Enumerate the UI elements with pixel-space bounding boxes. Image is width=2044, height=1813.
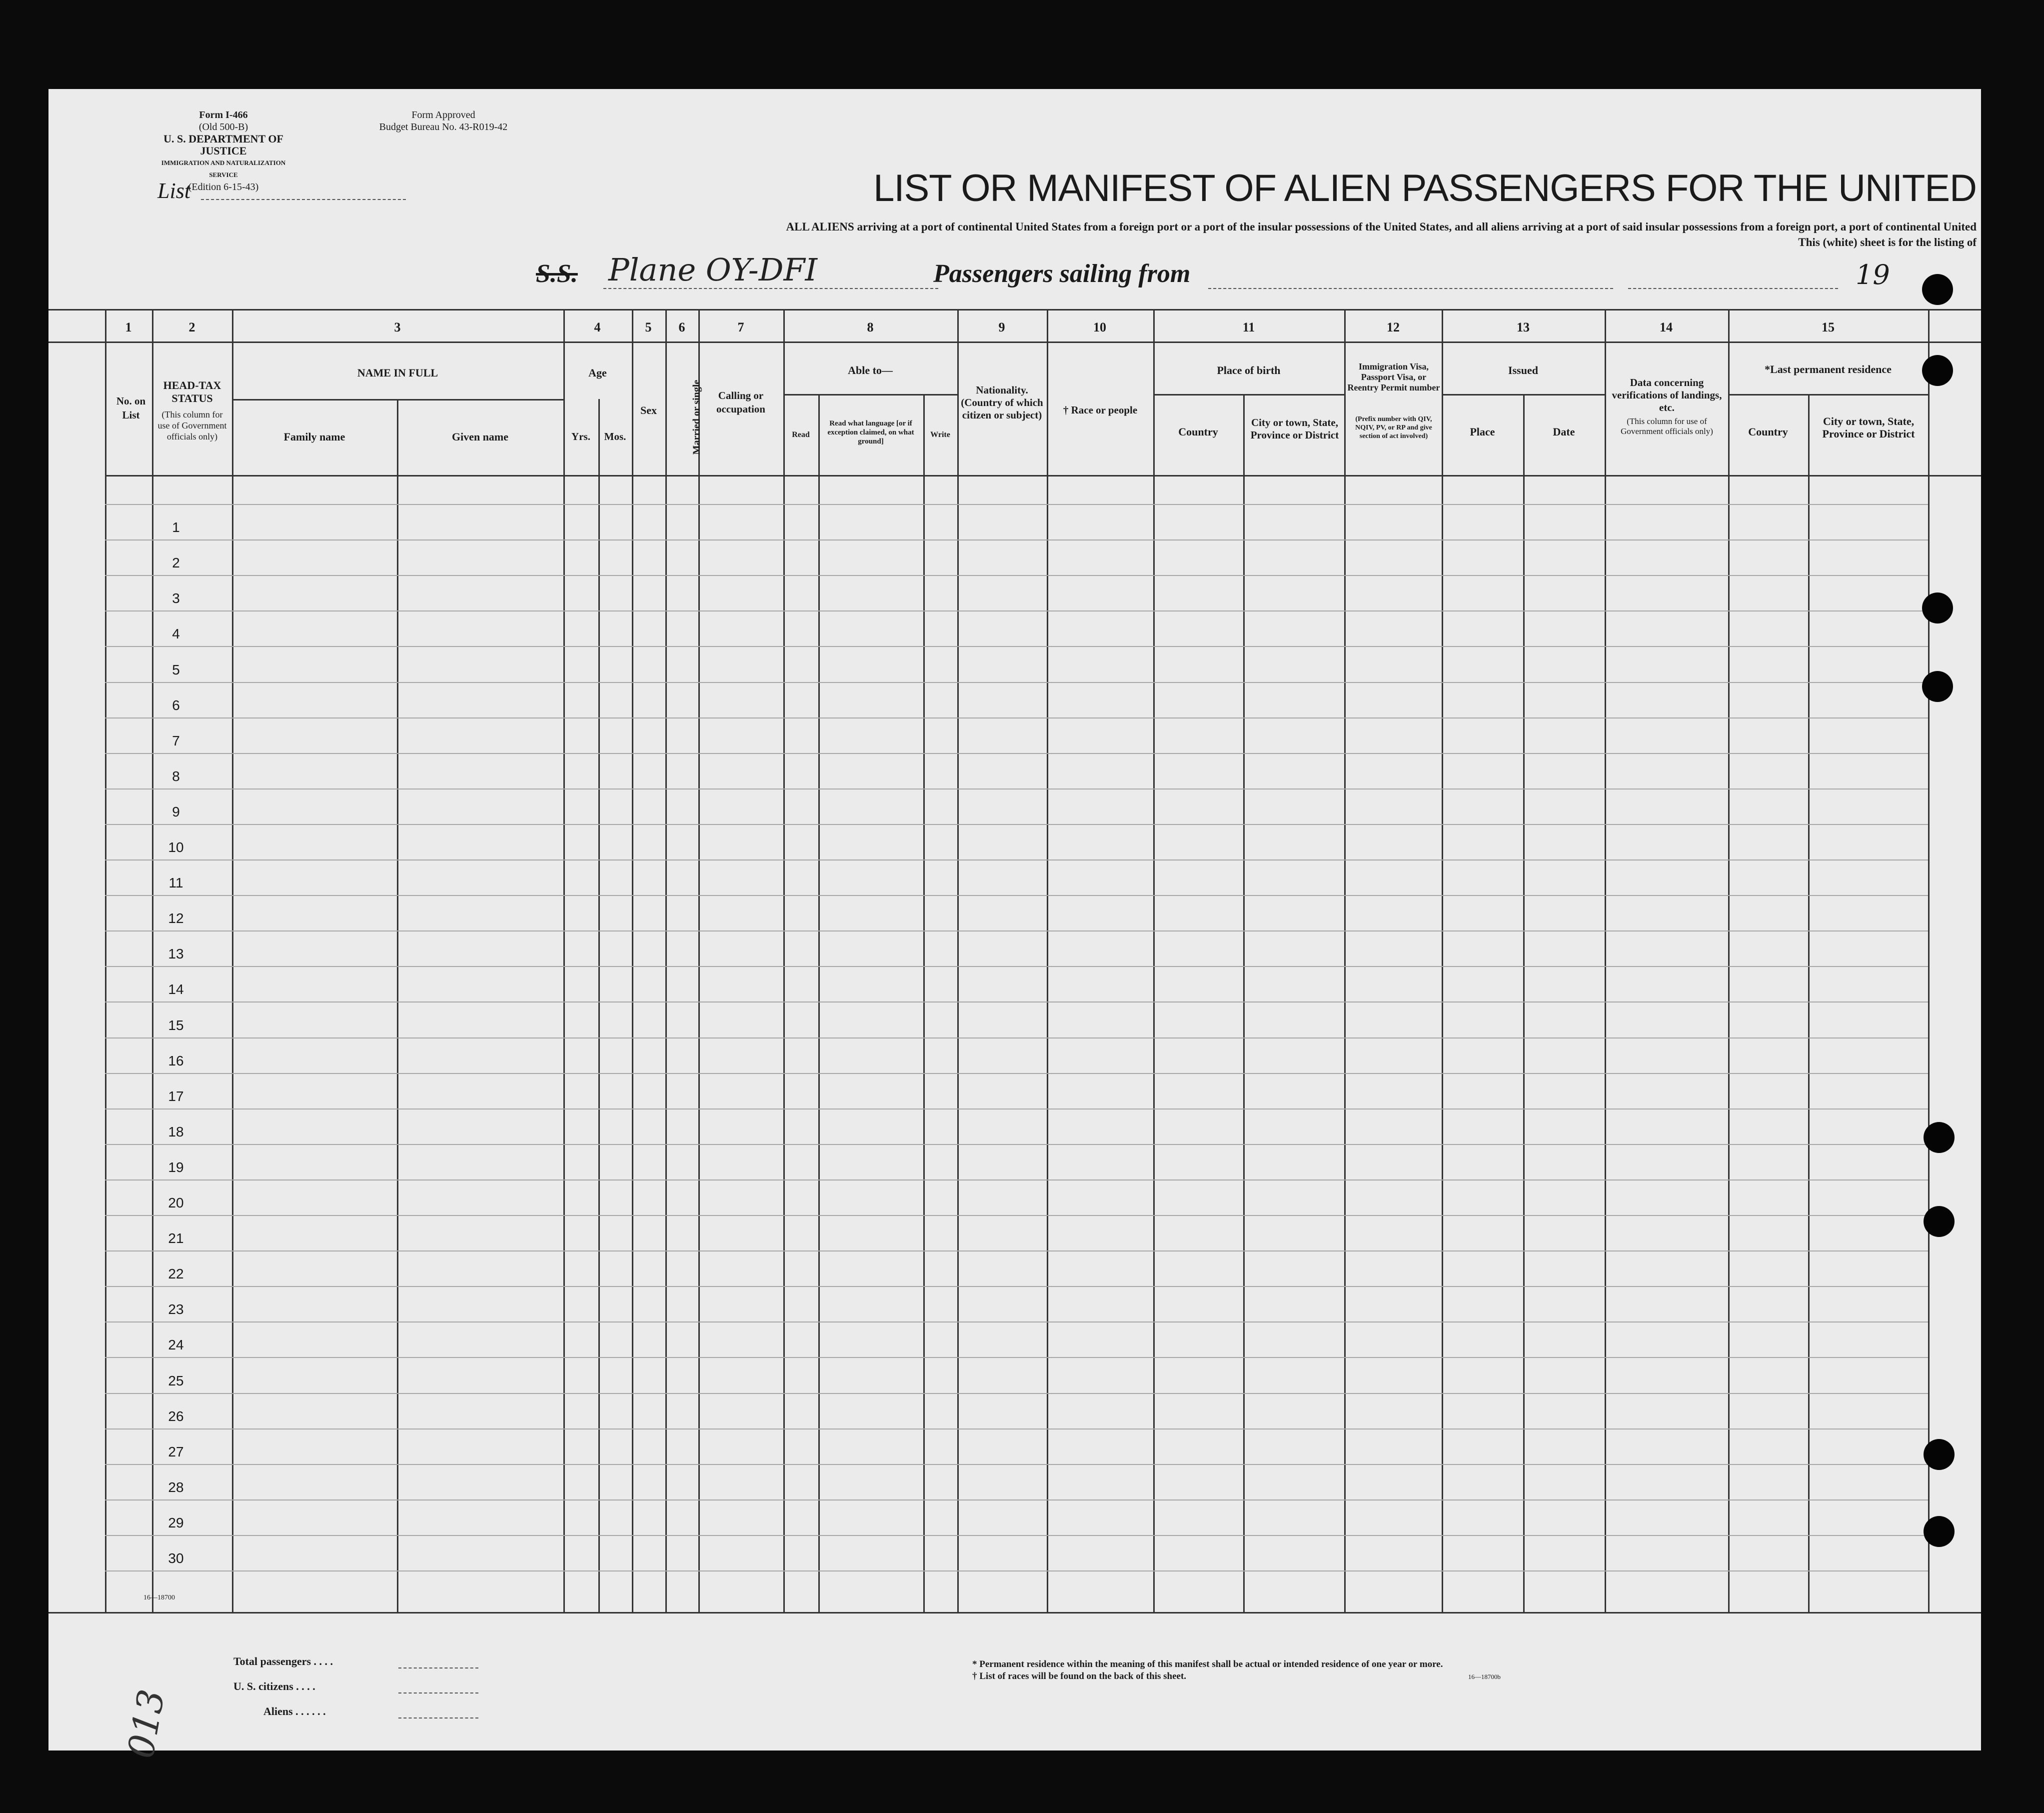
department: U. S. DEPARTMENT OF JUSTICE [163, 132, 283, 157]
row-number: 21 [168, 1230, 184, 1246]
row-number: 13 [168, 946, 184, 962]
row-number: 1 [172, 520, 180, 536]
col-number-14: 14 [1660, 320, 1673, 334]
col-number-12: 12 [1387, 320, 1400, 334]
binding-hole [1924, 1516, 1955, 1547]
header-bottom-border [105, 475, 1981, 476]
col-number-9: 9 [998, 320, 1005, 334]
date-line [1628, 288, 1838, 289]
row-number: 16 [168, 1052, 184, 1068]
binding-hole [1924, 1206, 1955, 1237]
approval-block [368, 109, 518, 133]
aliens-label: Aliens . . . . . . [263, 1705, 326, 1718]
row-number: 4 [172, 626, 180, 642]
last-residence-header: *Last permanent residence [1765, 363, 1892, 376]
row-number: 30 [168, 1550, 184, 1566]
race-header: † Race or people [1063, 404, 1138, 416]
total-passengers-label: Total passengers . . . . [233, 1655, 333, 1668]
visa-note: (Prefix number with QIV, NQIV, PV, or RP and give section of act involved) [1355, 416, 1432, 440]
data-concerning-header: Data concerning verifications of landings, etc. [1612, 376, 1722, 414]
col-number-10: 10 [1093, 320, 1106, 334]
row-number: 8 [172, 768, 180, 784]
place-birth-header: Place of birth [1217, 364, 1281, 376]
col-number-4: 4 [594, 320, 601, 334]
print-code: 16—18700 [143, 1594, 175, 1602]
no-on-list-header: No. on List [116, 395, 146, 421]
able-to-header: Able to— [848, 364, 893, 376]
vessel-line [603, 288, 938, 289]
yrs-header: Yrs. [571, 430, 590, 442]
family-name-header: Family name [283, 430, 345, 443]
row-rule [105, 575, 1928, 576]
mos-header: Mos. [604, 430, 626, 442]
row-rule [105, 646, 1928, 647]
service: IMMIGRATION AND NATURALIZATION SERVICE [161, 159, 286, 178]
write-header: Write [930, 430, 950, 439]
list-label: List [157, 178, 191, 203]
col-number-5: 5 [645, 320, 652, 334]
row-number: 25 [168, 1372, 184, 1388]
row-rule [105, 824, 1928, 825]
given-name-header: Given name [451, 430, 509, 443]
edition: (Edition 6-15-43) [188, 182, 259, 192]
us-citizens-line [398, 1692, 478, 1694]
form-sub: (Old 500-B) [198, 122, 248, 132]
read-lang-header: Read what language [or if exception claimed, on what ground] [827, 420, 914, 446]
row-rule [105, 1108, 1928, 1110]
vessel-handwritten: Plane OY-DFI [608, 252, 817, 288]
col-number-15: 15 [1822, 320, 1835, 334]
col-number-6: 6 [678, 320, 685, 334]
year-label: 19 [1856, 259, 1890, 290]
sex-header: Sex [640, 404, 657, 416]
read-header: Read [792, 430, 810, 439]
row-number: 23 [168, 1302, 184, 1318]
form-id: Form I-466 [199, 110, 248, 120]
col-rule [1928, 309, 1930, 1612]
print-code-2: 16—18700b [1468, 1673, 1501, 1680]
visa-header: Immigration Visa, Passport Visa, or Reentry Permit number [1347, 362, 1440, 392]
row-number: 12 [168, 910, 184, 926]
sailing-label: Passengers sailing from [933, 260, 1191, 288]
footnote-residence: * Permanent residence within the meaning of this manifest shall be actual or intended residence of one year or more. [972, 1659, 1443, 1670]
row-number: 6 [172, 697, 180, 713]
issued-header: Issued [1508, 364, 1538, 376]
col-rule [923, 394, 925, 1612]
ss-label: S.S. [536, 260, 578, 288]
row-rule [105, 1570, 1928, 1572]
col-rule [1808, 394, 1810, 1612]
binding-hole [1922, 355, 1953, 386]
col-number-3: 3 [394, 320, 401, 334]
row-number: 24 [168, 1337, 184, 1353]
col-number-13: 13 [1517, 320, 1530, 334]
binding-hole [1922, 592, 1953, 624]
name-in-full-header: NAME IN FULL [357, 366, 438, 379]
data-concerning-note: (This column for use of Government officials only) [1621, 416, 1713, 436]
row-rule [105, 1464, 1928, 1465]
row-number: 27 [168, 1444, 184, 1460]
binding-hole [1922, 274, 1953, 305]
row-number: 20 [168, 1195, 184, 1210]
subtitle: ALL ALIENS arriving at a port of continental United States from a foreign port or a port of the insular possessions of the United States, and all aliens arriving at a port of said insular possessions from a foreign port, a port of continental United [786, 220, 1977, 233]
sailing-from-line [1208, 288, 1613, 289]
row-rule [105, 966, 1928, 967]
married-header: Married or single [691, 380, 702, 455]
row-rule [105, 1250, 1928, 1252]
issued-date-header: Date [1553, 426, 1575, 438]
row-rule [105, 1215, 1928, 1216]
col-rule [1243, 394, 1245, 1612]
col-rule [818, 394, 820, 1612]
row-number: 7 [172, 732, 180, 748]
col-rule [397, 399, 398, 1612]
page-title: LIST OR MANIFEST OF ALIEN PASSENGERS FOR THE UNITED [873, 167, 1977, 210]
col-number-8: 8 [867, 320, 874, 334]
colnum-bottom-border [48, 342, 1981, 343]
col-number-7: 7 [737, 320, 744, 334]
row-rule [105, 682, 1928, 683]
row-rule [105, 1393, 1928, 1394]
footnote-races: † List of races will be found on the back of this sheet. [972, 1671, 1187, 1682]
binding-hole [1924, 1122, 1955, 1153]
row-rule [105, 1073, 1928, 1074]
row-number: 26 [168, 1408, 184, 1424]
row-number: 9 [172, 804, 180, 820]
budget-number: Budget Bureau No. 43-R019-42 [379, 122, 508, 132]
col-rule [598, 399, 600, 1612]
col-number-11: 11 [1242, 320, 1255, 334]
subheader-rule [1728, 394, 1928, 396]
col-number-1: 1 [125, 320, 132, 334]
birth-country-header: Country [1178, 426, 1218, 438]
row-rule [105, 610, 1928, 612]
table-bottom-border [48, 1612, 1981, 1614]
row-number: 2 [172, 555, 180, 571]
row-number: 15 [168, 1017, 184, 1033]
binding-hole [1922, 671, 1953, 702]
table-top-border [48, 309, 1981, 310]
row-number: 11 [168, 875, 183, 891]
row-rule [105, 895, 1928, 896]
manifest-sheet [48, 89, 1981, 1762]
head-tax-note: (This column for use of Government officials only) [157, 410, 227, 442]
row-number: 18 [168, 1124, 184, 1140]
row-number: 10 [168, 840, 184, 855]
list-line [201, 199, 406, 200]
row-rule [105, 1535, 1928, 1536]
us-citizens-label: U. S. citizens . . . . [233, 1680, 315, 1692]
subheader-rule [1153, 394, 1344, 396]
row-rule [105, 504, 1928, 505]
calling-header: Calling or occupation [716, 390, 765, 415]
residence-country-header: Country [1748, 426, 1788, 438]
stamp-number: 013 [119, 1686, 173, 1762]
row-number: 19 [168, 1159, 184, 1175]
subheader-rule [232, 399, 563, 400]
row-number: 17 [168, 1088, 184, 1104]
row-number: 22 [168, 1266, 184, 1282]
subheader-rule [783, 394, 957, 396]
residence-city-header: City or town, State, Province or District [1822, 415, 1915, 440]
row-rule [105, 1357, 1928, 1358]
form-approved: Form Approved [411, 110, 475, 120]
row-rule [105, 753, 1928, 754]
row-number: 3 [172, 590, 180, 606]
row-rule [105, 788, 1928, 790]
subheader-rule [1442, 394, 1605, 396]
row-rule [105, 1428, 1928, 1430]
row-number: 29 [168, 1514, 184, 1530]
row-number: 5 [172, 662, 180, 678]
age-header: Age [588, 366, 607, 379]
row-rule [105, 1286, 1928, 1287]
head-tax-header: HEAD-TAX STATUS [163, 379, 221, 404]
row-rule [105, 1144, 1928, 1145]
row-number: 28 [168, 1479, 184, 1495]
nationality-header: Nationality. (Country of which citizen or subject) [961, 384, 1043, 421]
subtitle-2: This (white) sheet is for the listing of [1798, 236, 1977, 248]
binding-hole [1924, 1439, 1955, 1470]
row-number: 14 [168, 982, 184, 998]
col-rule [1523, 394, 1525, 1612]
issued-place-header: Place [1470, 426, 1495, 438]
col-number-2: 2 [188, 320, 195, 334]
birth-city-header: City or town, State, Province or District [1250, 416, 1339, 441]
row-rule [105, 930, 1928, 932]
